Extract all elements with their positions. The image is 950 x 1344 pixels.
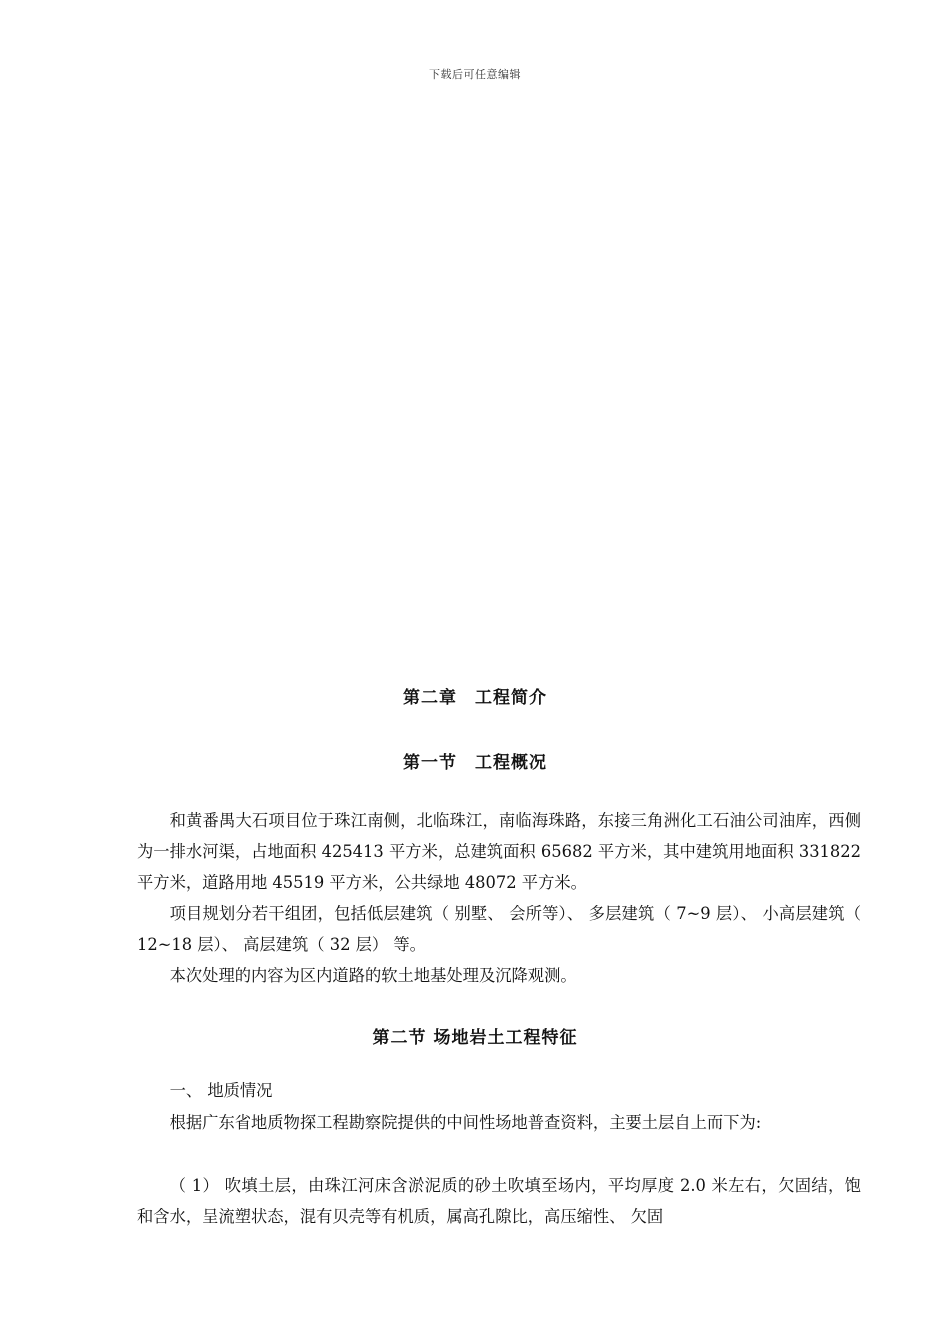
header-note: 下载后可任意编辑 (429, 68, 521, 81)
section-title-overview: 第一节 工程概况 (403, 753, 547, 773)
paragraph-survey-source: 根据广东省地质物探工程勘察院提供的中间性场地普查资料，主要土层自上而下为: (169, 1113, 762, 1132)
section-title-geotechnical: 第二节 场地岩土工程特征 (372, 1028, 578, 1048)
chapter-title: 第二章 工程简介 (403, 688, 547, 708)
paragraph-project-planning: 项目规划分若干组团，包括低层建筑（ 别墅、 会所等）、 多层建筑（ 7~9 层）、 小高层建筑（ 12~18 层）、 高层建筑（ 32 层） 等。 (137, 904, 861, 954)
paragraph-fill-layer: （ 1） 吹填土层，由珠江河床含淤泥质的砂土吹填至场内，平均厚度 2.0 米左右，欠固结，饱和含水，呈流塑状态，混有贝壳等有机质，属高孔隙比，高压缩性、 欠固 (137, 1176, 861, 1226)
geology-heading: 一、 地质情况 (169, 1081, 273, 1100)
paragraph-treatment-scope: 本次处理的内容为区内道路的软土地基处理及沉降观测。 (169, 966, 577, 985)
paragraph-project-location: 和黄番禺大石项目位于珠江南侧，北临珠江，南临海珠路，东接三角洲化工石油公司油库，西侧为一排水河渠，占地面积 425413 平方米，总建筑面积 65682 平方米，其中建筑用地面积 331822 平方米，道路用地 45519 平方米，公共绿地 48072 平方米。 (137, 811, 861, 892)
